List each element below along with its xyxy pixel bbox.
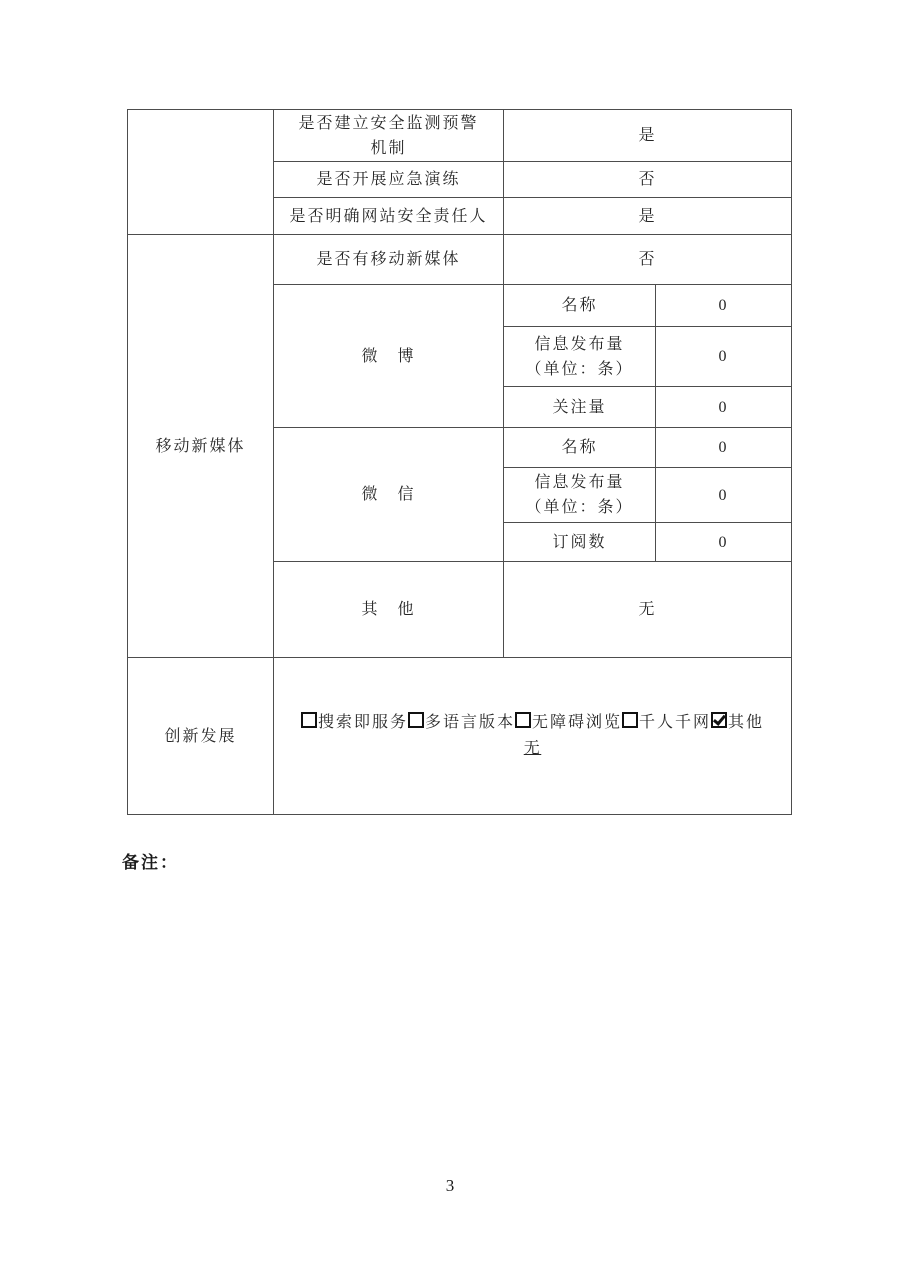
option-multilingual — [408, 714, 515, 731]
table-row — [128, 658, 792, 815]
innovation-options-line — [274, 710, 791, 736]
weibo-group-label: 微 博 — [274, 285, 504, 428]
table-row — [128, 235, 792, 285]
option-label: 多语言版本 — [424, 714, 515, 731]
blank-section-cell — [128, 110, 274, 235]
security-officer-value: 是 — [504, 198, 792, 235]
has-mobile-media-label: 是否有移动新媒体 — [274, 235, 504, 285]
wechat-posts-label-line1: 信息发布量 — [534, 474, 625, 491]
weibo-name-value: 0 — [656, 285, 792, 327]
security-monitoring-label-line2: 机制 — [370, 139, 407, 157]
option-label: 无障碍浏览 — [531, 714, 622, 731]
other-media-label: 其 他 — [274, 562, 504, 658]
checkbox-icon[interactable] — [711, 712, 727, 728]
option-personalized — [622, 714, 711, 731]
weibo-followers-label: 关注量 — [504, 387, 656, 428]
has-mobile-media-value: 否 — [504, 235, 792, 285]
report-table — [127, 109, 792, 815]
wechat-name-label: 名称 — [504, 428, 656, 468]
option-label: 千人千网 — [639, 714, 712, 731]
weibo-posts-label-cell — [504, 327, 656, 387]
wechat-group-label: 微 信 — [274, 428, 504, 562]
security-monitoring-label-cell — [274, 110, 504, 162]
weibo-posts-label-line1: 信息发布量 — [534, 335, 625, 353]
page-number: 3 — [445, 1176, 455, 1195]
wechat-posts-label-line2: （单位：条） — [525, 499, 634, 516]
option-label: 其他 — [728, 714, 765, 731]
security-officer-label: 是否明确网站安全责任人 — [274, 198, 504, 235]
option-search-as-service — [301, 714, 408, 731]
option-other — [711, 714, 764, 731]
weibo-followers-value: 0 — [656, 387, 792, 428]
checkbox-icon[interactable] — [301, 712, 317, 728]
remarks-label: 备注： — [122, 853, 179, 872]
wechat-subscribers-value: 0 — [656, 523, 792, 562]
checkbox-icon[interactable] — [515, 712, 531, 728]
innovation-section-label: 创新发展 — [128, 658, 274, 815]
wechat-posts-label-cell — [504, 468, 656, 523]
wechat-name-value: 0 — [656, 428, 792, 468]
wechat-posts-value: 0 — [656, 468, 792, 523]
wechat-subscribers-label: 订阅数 — [504, 523, 656, 562]
emergency-drill-label: 是否开展应急演练 — [274, 162, 504, 198]
innovation-options-cell — [274, 658, 792, 815]
weibo-posts-value: 0 — [656, 327, 792, 387]
emergency-drill-value: 否 — [504, 162, 792, 198]
security-monitoring-value: 是 — [504, 110, 792, 162]
security-monitoring-label-line1: 是否建立安全监测预警 — [298, 114, 479, 132]
checkbox-icon[interactable] — [622, 712, 638, 728]
weibo-posts-label-line2: （单位：条） — [525, 360, 634, 378]
table-row — [128, 110, 792, 162]
checkbox-icon[interactable] — [408, 712, 424, 728]
option-accessibility — [515, 714, 622, 731]
innovation-other-value: 无 — [523, 740, 542, 757]
weibo-name-label: 名称 — [504, 285, 656, 327]
option-label: 搜索即服务 — [317, 714, 408, 731]
mobile-media-section-label: 移动新媒体 — [128, 235, 274, 658]
other-media-value: 无 — [504, 562, 792, 658]
